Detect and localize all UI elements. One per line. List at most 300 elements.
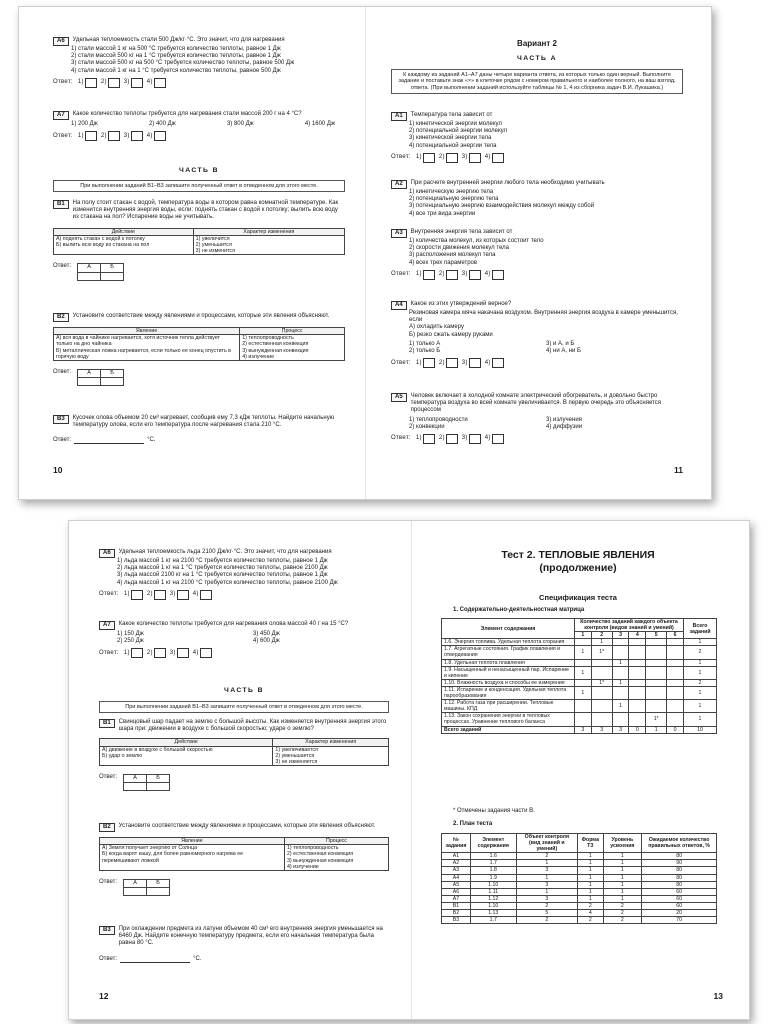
answer-option-number: 1)	[415, 154, 422, 161]
right-item: 3) вынужденная конвекция	[242, 347, 309, 354]
plan-cell: А4	[442, 874, 471, 881]
answer-cell-b[interactable]	[101, 378, 124, 386]
page-number: 13	[713, 991, 723, 1001]
matrix-count-cell	[629, 639, 646, 646]
right-item: 4) излучение	[242, 353, 275, 360]
plan-cell: 70	[642, 917, 717, 924]
matrix-element: 1.13. Закон сохранения энергии в тепловых процессах. Уравнение теплового баланса	[442, 713, 575, 726]
option-4: 4) льда массой 1 кг на 2100 °С требуется количество теплоты, равное 2100 Дж	[117, 579, 338, 586]
answer-label: Ответ:	[99, 955, 118, 962]
matrix-total-cell: 2	[684, 646, 717, 659]
page-number: 12	[99, 991, 109, 1001]
question-number: В1	[53, 200, 69, 209]
question-text: Установите соответствие между явлениями и процессами, которые эти явления объясняют.	[118, 823, 376, 829]
page-13	[433, 521, 723, 1019]
option-4: 4) 600 Дж	[253, 638, 280, 645]
matrix-count-cell	[646, 679, 667, 686]
matrix-count-cell	[591, 700, 612, 713]
plan-row	[442, 853, 717, 860]
matrix-count-cell	[629, 700, 646, 713]
plan-cell: 1	[516, 874, 577, 881]
answer-option-number: 3)	[461, 154, 468, 161]
case-b: Б) резко сжать камеру руками	[409, 331, 493, 338]
matrix-element: 1.12. Работа газа при расширении. Тепловые машины. КПД	[442, 700, 575, 713]
answer-checkbox[interactable]	[200, 648, 212, 658]
matrix-count-cell	[667, 679, 684, 686]
left-item: А) вся вода в чайнике нагревается, хотя источник тепла действует только на дно чайника	[56, 335, 220, 348]
column-header: Действие	[100, 739, 273, 746]
answer-option-number: 2)	[438, 359, 445, 366]
plan-column-header: Объект контроля (вид знаний и умений)	[516, 834, 577, 853]
plan-cell: 1.6	[470, 853, 516, 860]
left-item: Б) удар о землю	[102, 752, 143, 759]
option-2: 2) стали массой 500 кг на 1 °С требуется количество теплоты, равное 1 Дж	[71, 53, 281, 60]
question-text: Кусочек олова объемом 20 см³ нагревает, сообщив ему 7,3 кДж теплоты. Найдите начальную температуру олова, если его температура после нагревания стала 210 °С.	[72, 415, 335, 429]
option-1: 1) только А	[409, 340, 441, 347]
matrix-header-total: Всего заданий	[684, 619, 717, 639]
page-number: 10	[53, 465, 63, 475]
answer-option-number: 4)	[192, 591, 199, 598]
matrix-column-number: 2	[591, 632, 612, 639]
answer-grid	[123, 879, 170, 896]
answer-checkbox[interactable]	[108, 78, 120, 88]
answer-option-number: 4)	[484, 154, 491, 161]
plan-cell: 60	[642, 888, 717, 895]
answer-checkbox[interactable]	[469, 358, 481, 368]
matrix-count-cell	[629, 666, 646, 679]
answer-line[interactable]	[120, 956, 190, 963]
matrix-count-cell: 3	[591, 726, 612, 733]
part-b-heading: ЧАСТЬ В	[179, 167, 219, 174]
answer-option-number: 1)	[77, 79, 84, 86]
page-fold	[411, 521, 412, 1019]
answer-option-number: 3)	[461, 271, 468, 278]
answer-option-number: 1)	[415, 271, 422, 278]
matrix-count-cell: 1	[612, 700, 629, 713]
question-a7	[99, 621, 389, 658]
answer-grid-row	[99, 774, 389, 791]
matrix-count-cell	[612, 639, 629, 646]
matching-table	[99, 738, 389, 766]
matrix-column-number: 3	[612, 632, 629, 639]
matrix-total-row	[442, 726, 717, 733]
plan-cell: 1.9	[470, 874, 516, 881]
matrix-count-cell	[667, 713, 684, 726]
answer-label: Ответ:	[99, 774, 118, 781]
right-item: 2) естественная конвекция	[242, 341, 309, 348]
answer-option-number: 2)	[438, 435, 445, 442]
matrix-count-cell	[575, 700, 592, 713]
answer-cell-a[interactable]	[78, 272, 101, 280]
plan-row	[442, 917, 717, 924]
question-a2	[391, 180, 683, 218]
answer-checkbox[interactable]	[423, 153, 435, 163]
plan-cell: 3	[516, 881, 577, 888]
question-text: Температура тела зависит от	[410, 112, 493, 118]
answer-row	[53, 131, 345, 141]
plan-row	[442, 874, 717, 881]
answer-option-number: 2)	[100, 132, 107, 139]
matrix-column-number: 6	[667, 632, 684, 639]
answer-grid	[77, 263, 124, 280]
matrix-count-cell: 1	[612, 679, 629, 686]
left-item: Б) когда варят кашу, для более равномерного нагрева ее перемешивают ложкой	[102, 851, 244, 864]
right-item: 3) вынужденная конвекция	[286, 857, 354, 864]
answer-checkbox[interactable]	[154, 78, 166, 88]
matrix-count-cell: 1*	[591, 646, 612, 659]
test-title-line-1: Тест 2. ТЕПЛОВЫЕ ЯВЛЕНИЯ	[501, 549, 655, 561]
matrix-column-number: 1	[575, 632, 592, 639]
option-2: 2) скорости движения молекул тела	[409, 245, 509, 252]
plan-cell: 20	[642, 910, 717, 917]
question-text: Свинцовый шар падает на землю с большой высоты. Как изменяется внутренняя энергия этого шара при: движении в воздухе с большой скоростью; ударе о землю?	[118, 719, 387, 733]
plan-cell: 1	[603, 881, 642, 888]
answer-checkbox[interactable]	[446, 434, 458, 444]
matrix-count-cell: 3	[575, 726, 592, 733]
answer-option-number: 4)	[484, 359, 491, 366]
matrix-count-cell	[591, 666, 612, 679]
question-a6	[53, 37, 345, 88]
matrix-total-cell: 1	[684, 686, 717, 699]
matrix-count-cell	[646, 686, 667, 699]
column-header: Характер изменения	[273, 739, 389, 746]
answer-checkbox[interactable]	[154, 648, 166, 658]
matrix-count-cell	[646, 646, 667, 659]
answer-checkbox[interactable]	[492, 270, 504, 280]
matrix-count-cell	[575, 713, 592, 726]
matrix-row	[442, 659, 717, 666]
answer-grid-row	[53, 369, 345, 386]
plan-row	[442, 895, 717, 902]
answer-label: Ответ:	[53, 437, 72, 444]
question-number: А7	[99, 621, 115, 630]
answer-unit: °С.	[147, 437, 156, 444]
answer-checkbox[interactable]	[177, 590, 189, 600]
option-1: 1) кинетической энергии молекул	[409, 121, 502, 127]
test-title	[433, 549, 723, 575]
question-a1	[391, 112, 683, 163]
plan-cell: 1	[578, 895, 604, 902]
grid-header-a: А	[78, 370, 101, 378]
matrix-count-cell	[612, 646, 629, 659]
matrix-total-cell: 1	[684, 666, 717, 679]
answer-option-number: 3)	[461, 359, 468, 366]
matrix-count-cell	[667, 686, 684, 699]
answer-checkbox[interactable]	[423, 270, 435, 280]
matrix-count-cell	[667, 659, 684, 666]
answer-line[interactable]	[74, 437, 144, 444]
answer-cell-a[interactable]	[124, 783, 147, 791]
answer-grid	[123, 774, 170, 791]
answer-label: Ответ:	[53, 132, 73, 139]
plan-cell: 1	[578, 888, 604, 895]
answer-cell-b[interactable]	[101, 272, 124, 280]
answer-option-number: 2)	[146, 591, 153, 598]
matrix-count-cell: 1	[575, 666, 592, 679]
left-item: Б) вылить всю воду из стакана на пол	[56, 242, 150, 249]
page-number: 11	[674, 465, 683, 475]
matching-table	[53, 327, 345, 361]
plan-cell: 1	[603, 853, 642, 860]
question-text: Удельная теплоемкость льда 2100 Дж/кг·°С. Это значит, что для нагревания	[118, 549, 332, 555]
matrix-total-cell: 1	[684, 700, 717, 713]
right-item: 3) не изменится	[195, 248, 235, 255]
option-4: 4) всех трех параметров	[409, 259, 478, 266]
question-a3	[391, 229, 683, 280]
option-2: 2) 250 Дж	[117, 638, 144, 645]
plan-row	[442, 860, 717, 867]
matrix-count-cell	[646, 700, 667, 713]
question-b3	[53, 415, 345, 445]
option-4: 4) ни А, ни Б	[546, 348, 581, 355]
matrix-row	[442, 646, 717, 659]
left-item: А) движение в воздухе с большой скоростью	[102, 746, 213, 753]
grid-header-b: Б	[101, 264, 124, 272]
plan-cell: 80	[642, 853, 717, 860]
question-number: А1	[391, 112, 407, 121]
matrix-body	[442, 639, 717, 733]
question-number: В3	[99, 926, 115, 935]
option-4: 4) потенциальной энергии тела	[409, 142, 497, 149]
matrix-total-cell: 1	[684, 659, 717, 666]
content-matrix-table	[441, 618, 717, 734]
matrix-count-cell: 1	[591, 639, 612, 646]
answer-cell-a[interactable]	[124, 888, 147, 896]
matrix-count-cell: 0	[629, 726, 646, 733]
answer-option-number: 1)	[77, 132, 84, 139]
answer-grid-row	[53, 263, 345, 280]
matrix-count-cell	[575, 679, 592, 686]
question-number: А7	[53, 111, 69, 120]
answer-checkbox[interactable]	[131, 590, 143, 600]
matrix-row	[442, 713, 717, 726]
answer-checkbox[interactable]	[177, 648, 189, 658]
question-text: Какое из этих утверждений верное?	[410, 301, 512, 307]
plan-cell: 2	[603, 917, 642, 924]
answer-checkbox[interactable]	[469, 434, 481, 444]
answer-checkbox[interactable]	[446, 153, 458, 163]
option-2: 2) потенциальную энергию тела	[409, 196, 499, 203]
answer-checkbox[interactable]	[85, 78, 97, 88]
plan-heading: 2. План теста	[453, 821, 493, 827]
matrix-count-cell	[667, 666, 684, 679]
plan-cell: 2	[516, 917, 577, 924]
question-text: Какое количество теплоты требуется для нагревания олова массой 40 г на 15 °С?	[118, 621, 349, 627]
part-a-heading: ЧАСТЬ А	[517, 55, 557, 62]
matrix-count-cell: 0	[667, 726, 684, 733]
plan-cell: А1	[442, 853, 471, 860]
option-1: 1) кинетическую энергию тела	[409, 189, 494, 195]
question-a7	[53, 111, 345, 141]
plan-header-row	[442, 834, 717, 853]
answer-checkbox[interactable]	[131, 131, 143, 141]
matrix-count-cell: 3	[612, 726, 629, 733]
column-header: Действие	[54, 228, 194, 235]
matrix-header-count: Количество заданий каждого объекта контроля (видов знаний и умений)	[575, 619, 684, 632]
answer-label: Ответ:	[391, 271, 411, 278]
matrix-element: 1.6. Энергия топлива. Удельная теплота сгорания	[442, 639, 575, 646]
answer-row	[53, 78, 345, 88]
question-text: Какое количество теплоты требуется для нагревания стали массой 200 г на 4 °С?	[72, 111, 302, 117]
grid-header-a: А	[78, 264, 101, 272]
matrix-count-cell: 1	[646, 726, 667, 733]
answer-option-number: 3)	[123, 132, 130, 139]
matrix-heading: 1. Содержательно-деятельностная матрица	[453, 607, 585, 613]
matrix-total-cell: 10	[684, 726, 717, 733]
answer-checkbox[interactable]	[85, 131, 97, 141]
plan-cell: 2	[516, 853, 577, 860]
plan-cell: 1	[603, 895, 642, 902]
test-plan-table	[441, 833, 717, 924]
plan-cell: 2	[516, 902, 577, 909]
column-header: Процесс	[284, 838, 388, 845]
grid-header-b: Б	[147, 775, 170, 783]
option-3: 3) излучения	[546, 416, 582, 423]
plan-cell: 1.7	[470, 860, 516, 867]
option-2: 2) только Б	[409, 348, 441, 355]
right-item: 4) излучение	[286, 863, 319, 870]
option-1: 1) 200 Дж	[71, 121, 98, 127]
question-a6	[99, 549, 389, 600]
question-number: В2	[53, 313, 69, 322]
matrix-count-cell	[629, 686, 646, 699]
matrix-count-cell	[575, 659, 592, 666]
matrix-total-cell: 2	[684, 679, 717, 686]
answer-checkbox[interactable]	[200, 590, 212, 600]
matrix-count-cell: 1	[575, 686, 592, 699]
plan-column-header: Форма ТЗ	[578, 834, 604, 853]
plan-cell: 1.11	[470, 888, 516, 895]
question-number: В3	[53, 415, 69, 424]
plan-cell: 1.13	[470, 910, 516, 917]
plan-cell: А2	[442, 860, 471, 867]
question-text: Человек включает в холодной комнате электрический обогреватель, и довольно быстро температура воздуха во всей комнате увеличивается. В первую очередь это объясняется процессом	[410, 393, 662, 414]
column-header: Явление	[100, 838, 285, 845]
left-item: А) поднять стакан с водой к потолку	[56, 235, 145, 242]
matrix-count-cell	[646, 659, 667, 666]
plan-cell: 1	[603, 860, 642, 867]
plan-cell: 80	[642, 874, 717, 881]
right-item: 2) уменьшается	[275, 752, 315, 759]
plan-cell: 80	[642, 867, 717, 874]
answer-label: Ответ:	[99, 879, 118, 886]
column-header: Характер изменения	[193, 228, 344, 235]
plan-column-header: Элемент содержания	[470, 834, 516, 853]
grid-header-b: Б	[101, 370, 124, 378]
matrix-count-cell	[667, 639, 684, 646]
plan-cell: 2	[578, 917, 604, 924]
answer-checkbox[interactable]	[423, 434, 435, 444]
answer-label: Ответ:	[391, 359, 411, 366]
option-1: 1) стали массой 1 кг на 500 °С требуется количество теплоты, равное 1 Дж	[71, 46, 281, 52]
matrix-row	[442, 686, 717, 699]
plan-cell: 1.8	[470, 867, 516, 874]
question-b1	[53, 200, 345, 281]
matrix-count-cell: 1	[612, 659, 629, 666]
option-3: 3) 800 Дж	[226, 121, 254, 127]
spec-heading: Спецификация теста	[539, 593, 617, 602]
matrix-row	[442, 666, 717, 679]
answer-checkbox[interactable]	[154, 131, 166, 141]
question-number: А6	[53, 37, 69, 46]
question-number: А5	[391, 393, 407, 402]
answer-checkbox[interactable]	[154, 590, 166, 600]
answer-checkbox[interactable]	[492, 358, 504, 368]
answer-checkbox[interactable]	[469, 270, 481, 280]
page-fold	[365, 7, 366, 499]
answer-option-number: 4)	[192, 649, 199, 656]
answer-checkbox[interactable]	[446, 270, 458, 280]
plan-cell: 60	[642, 895, 717, 902]
matrix-column-number: 5	[646, 632, 667, 639]
option-3: 3) расположения молекул тела	[409, 252, 496, 259]
answer-checkbox[interactable]	[469, 153, 481, 163]
answer-option-number: 2)	[100, 79, 107, 86]
matrix-count-cell	[629, 679, 646, 686]
case-a: А) охладить камеру	[409, 324, 464, 331]
plan-cell: 2	[578, 902, 604, 909]
answer-option-number: 1)	[415, 435, 422, 442]
plan-cell: 1	[603, 888, 642, 895]
option-3: 3) кинетической энергии тела	[409, 135, 492, 142]
answer-checkbox[interactable]	[108, 131, 120, 141]
answer-checkbox[interactable]	[446, 358, 458, 368]
plan-body	[442, 853, 717, 924]
matrix-count-cell	[591, 659, 612, 666]
plan-cell: А3	[442, 867, 471, 874]
answer-label: Ответ:	[391, 435, 411, 442]
matrix-count-cell	[591, 713, 612, 726]
answer-label: Ответ:	[53, 263, 72, 270]
answer-checkbox[interactable]	[492, 434, 504, 444]
left-item: А) Земля получает энергию от Солнца	[102, 845, 198, 852]
question-text: При охлаждении предмета из латуни объемом 40 см³ его внутренняя энергия уменьшается на 6460 Дж. Найдите конечную температуру предмета, если его начальная температура была равна 80 °С.	[118, 926, 383, 947]
matrix-element: 1.11. Испарение и конденсация. Удельная теплота парообразования	[442, 686, 575, 699]
matrix-total-cell: 1	[684, 639, 717, 646]
answer-grid-row	[99, 879, 389, 896]
answer-label: Ответ:	[53, 79, 73, 86]
answer-option-number: 4)	[146, 79, 153, 86]
answer-checkbox[interactable]	[131, 648, 143, 658]
plan-cell: 4	[578, 910, 604, 917]
plan-row	[442, 902, 717, 909]
plan-column-header: № задания	[442, 834, 471, 853]
answer-option-number: 3)	[123, 79, 130, 86]
matrix-element: 1.7. Агрегатные состояния. График плавления и отвердевания	[442, 646, 575, 659]
page-10	[53, 7, 345, 499]
plan-cell: 3	[516, 895, 577, 902]
answer-checkbox[interactable]	[492, 153, 504, 163]
question-number: А4	[391, 301, 407, 310]
answer-option-number: 1)	[123, 591, 130, 598]
option-3: 3) и А, и Б	[546, 340, 575, 347]
answer-cell-b[interactable]	[147, 783, 170, 791]
answer-cell-a[interactable]	[78, 378, 101, 386]
answer-option-number: 2)	[438, 271, 445, 278]
option-3: 3) потенциальную энергию взаимодействия молекул между собой	[409, 203, 595, 210]
matrix-count-cell	[612, 713, 629, 726]
option-1: 1) количества молекул, из которых состоит тело	[409, 238, 544, 244]
grid-header-a: А	[124, 775, 147, 783]
answer-option-number: 3)	[169, 649, 176, 656]
question-intro: Резиновая камера мяча накачана воздухом. Внутренняя энергия воздуха в камере уменьшится, если	[409, 310, 678, 324]
answer-cell-b[interactable]	[147, 888, 170, 896]
answer-checkbox[interactable]	[131, 78, 143, 88]
answer-checkbox[interactable]	[423, 358, 435, 368]
answer-row	[391, 434, 683, 444]
grid-header-a: А	[124, 880, 147, 888]
option-4: 4) диффузии	[546, 423, 583, 430]
